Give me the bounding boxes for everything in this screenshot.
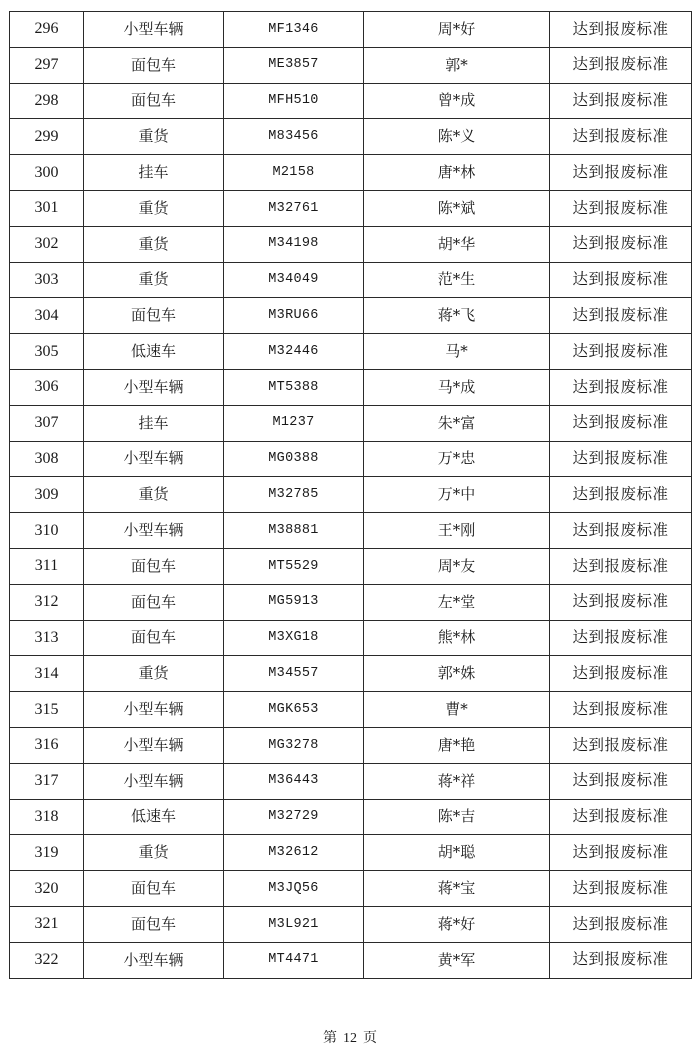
owner-name-cell: 左*堂 [364,584,550,620]
status-cell: 达到报废标准 [550,47,692,83]
owner-name-cell: 周*友 [364,548,550,584]
vehicle-type-cell: 小型车辆 [84,942,224,978]
status-cell: 达到报废标准 [550,942,692,978]
owner-name-cell: 王*刚 [364,513,550,549]
owner-name-cell: 马*成 [364,369,550,405]
row-number-cell: 305 [10,334,84,370]
plate-number-cell: M83456 [224,119,364,155]
owner-name-cell: 陈*吉 [364,799,550,835]
row-number-cell: 308 [10,441,84,477]
status-cell: 达到报废标准 [550,119,692,155]
status-cell: 达到报废标准 [550,656,692,692]
status-cell: 达到报废标准 [550,334,692,370]
table-row [10,226,692,262]
vehicle-type-cell: 面包车 [84,906,224,942]
row-number-cell: 303 [10,262,84,298]
vehicle-type-cell: 小型车辆 [84,692,224,728]
vehicle-type-cell: 小型车辆 [84,441,224,477]
plate-number-cell: M34198 [224,226,364,262]
status-cell: 达到报废标准 [550,477,692,513]
table-row [10,369,692,405]
table-row [10,584,692,620]
owner-name-cell: 蒋*飞 [364,298,550,334]
vehicle-type-cell: 小型车辆 [84,763,224,799]
status-cell: 达到报废标准 [550,226,692,262]
plate-number-cell: M1237 [224,405,364,441]
table-row [10,334,692,370]
owner-name-cell: 蒋*好 [364,906,550,942]
plate-number-cell: ME3857 [224,47,364,83]
owner-name-cell: 蒋*宝 [364,871,550,907]
row-number-cell: 316 [10,727,84,763]
table-row [10,83,692,119]
table-row [10,119,692,155]
vehicle-type-cell: 低速车 [84,334,224,370]
plate-number-cell: M36443 [224,763,364,799]
vehicle-type-cell: 小型车辆 [84,513,224,549]
status-cell: 达到报废标准 [550,799,692,835]
owner-name-cell: 万*中 [364,477,550,513]
table-row [10,835,692,871]
row-number-cell: 296 [10,12,84,48]
table-row [10,727,692,763]
table-row [10,47,692,83]
vehicle-type-cell: 面包车 [84,620,224,656]
vehicle-type-cell: 小型车辆 [84,727,224,763]
plate-number-cell: M38881 [224,513,364,549]
status-cell: 达到报废标准 [550,871,692,907]
vehicle-type-cell: 重货 [84,477,224,513]
vehicle-type-cell: 重货 [84,190,224,226]
table-row [10,190,692,226]
plate-number-cell: M34557 [224,656,364,692]
row-number-cell: 298 [10,83,84,119]
vehicle-type-cell: 重货 [84,226,224,262]
row-number-cell: 297 [10,47,84,83]
row-number-cell: 304 [10,298,84,334]
plate-number-cell: MGK653 [224,692,364,728]
table-row [10,620,692,656]
vehicle-type-cell: 小型车辆 [84,12,224,48]
status-cell: 达到报废标准 [550,12,692,48]
row-number-cell: 312 [10,584,84,620]
owner-name-cell: 唐*艳 [364,727,550,763]
table-row [10,656,692,692]
plate-number-cell: MT4471 [224,942,364,978]
status-cell: 达到报废标准 [550,155,692,191]
plate-number-cell: M3RU66 [224,298,364,334]
vehicle-type-cell: 重货 [84,262,224,298]
owner-name-cell: 黄*军 [364,942,550,978]
status-cell: 达到报废标准 [550,835,692,871]
vehicle-type-cell: 重货 [84,835,224,871]
row-number-cell: 307 [10,405,84,441]
table-row [10,441,692,477]
vehicle-type-cell: 面包车 [84,47,224,83]
owner-name-cell: 陈*斌 [364,190,550,226]
table-row [10,763,692,799]
table-row [10,799,692,835]
status-cell: 达到报废标准 [550,727,692,763]
owner-name-cell: 周*好 [364,12,550,48]
table-row [10,548,692,584]
status-cell: 达到报废标准 [550,441,692,477]
table-row [10,906,692,942]
status-cell: 达到报废标准 [550,692,692,728]
page-number: 12 [343,1031,357,1046]
table-row [10,942,692,978]
table-body [10,12,692,979]
owner-name-cell: 陈*义 [364,119,550,155]
owner-name-cell: 郭*姝 [364,656,550,692]
table-row [10,513,692,549]
row-number-cell: 315 [10,692,84,728]
row-number-cell: 318 [10,799,84,835]
vehicle-type-cell: 面包车 [84,871,224,907]
owner-name-cell: 范*生 [364,262,550,298]
vehicle-type-cell: 重货 [84,656,224,692]
page-footer-suffix: 页 [363,1031,377,1046]
page-footer-prefix: 第 [323,1031,337,1046]
plate-number-cell: MG3278 [224,727,364,763]
owner-name-cell: 曾*成 [364,83,550,119]
owner-name-cell: 曹* [364,692,550,728]
status-cell: 达到报废标准 [550,262,692,298]
table-row [10,871,692,907]
owner-name-cell: 胡*聪 [364,835,550,871]
row-number-cell: 313 [10,620,84,656]
status-cell: 达到报废标准 [550,620,692,656]
status-cell: 达到报废标准 [550,298,692,334]
row-number-cell: 314 [10,656,84,692]
row-number-cell: 301 [10,190,84,226]
vehicle-type-cell: 面包车 [84,584,224,620]
plate-number-cell: MT5388 [224,369,364,405]
status-cell: 达到报废标准 [550,548,692,584]
row-number-cell: 317 [10,763,84,799]
page-footer [0,1027,700,1047]
plate-number-cell: MG5913 [224,584,364,620]
plate-number-cell: M32446 [224,334,364,370]
status-cell: 达到报废标准 [550,906,692,942]
owner-name-cell: 郭* [364,47,550,83]
vehicle-type-cell: 重货 [84,119,224,155]
row-number-cell: 300 [10,155,84,191]
vehicle-type-cell: 面包车 [84,298,224,334]
plate-number-cell: M32785 [224,477,364,513]
row-number-cell: 321 [10,906,84,942]
vehicle-scrap-table [9,11,692,979]
owner-name-cell: 万*忠 [364,441,550,477]
status-cell: 达到报废标准 [550,369,692,405]
row-number-cell: 310 [10,513,84,549]
status-cell: 达到报废标准 [550,584,692,620]
vehicle-type-cell: 面包车 [84,83,224,119]
plate-number-cell: M3JQ56 [224,871,364,907]
plate-number-cell: M3L921 [224,906,364,942]
vehicle-type-cell: 面包车 [84,548,224,584]
vehicle-type-cell: 低速车 [84,799,224,835]
status-cell: 达到报废标准 [550,405,692,441]
table-row [10,262,692,298]
table-row [10,405,692,441]
plate-number-cell: M34049 [224,262,364,298]
row-number-cell: 302 [10,226,84,262]
plate-number-cell: MF1346 [224,12,364,48]
owner-name-cell: 马* [364,334,550,370]
plate-number-cell: MT5529 [224,548,364,584]
owner-name-cell: 蒋*祥 [364,763,550,799]
plate-number-cell: M32761 [224,190,364,226]
table-row [10,155,692,191]
owner-name-cell: 熊*林 [364,620,550,656]
owner-name-cell: 唐*林 [364,155,550,191]
owner-name-cell: 朱*富 [364,405,550,441]
status-cell: 达到报废标准 [550,83,692,119]
plate-number-cell: MG0388 [224,441,364,477]
vehicle-type-cell: 挂车 [84,405,224,441]
plate-number-cell: MFH510 [224,83,364,119]
row-number-cell: 320 [10,871,84,907]
row-number-cell: 322 [10,942,84,978]
row-number-cell: 311 [10,548,84,584]
row-number-cell: 309 [10,477,84,513]
vehicle-type-cell: 挂车 [84,155,224,191]
row-number-cell: 299 [10,119,84,155]
status-cell: 达到报废标准 [550,190,692,226]
status-cell: 达到报废标准 [550,763,692,799]
row-number-cell: 306 [10,369,84,405]
plate-number-cell: M3XG18 [224,620,364,656]
plate-number-cell: M32729 [224,799,364,835]
table-row [10,477,692,513]
status-cell: 达到报废标准 [550,513,692,549]
row-number-cell: 319 [10,835,84,871]
table-row [10,12,692,48]
plate-number-cell: M2158 [224,155,364,191]
table-row [10,298,692,334]
plate-number-cell: M32612 [224,835,364,871]
table-row [10,692,692,728]
vehicle-type-cell: 小型车辆 [84,369,224,405]
owner-name-cell: 胡*华 [364,226,550,262]
